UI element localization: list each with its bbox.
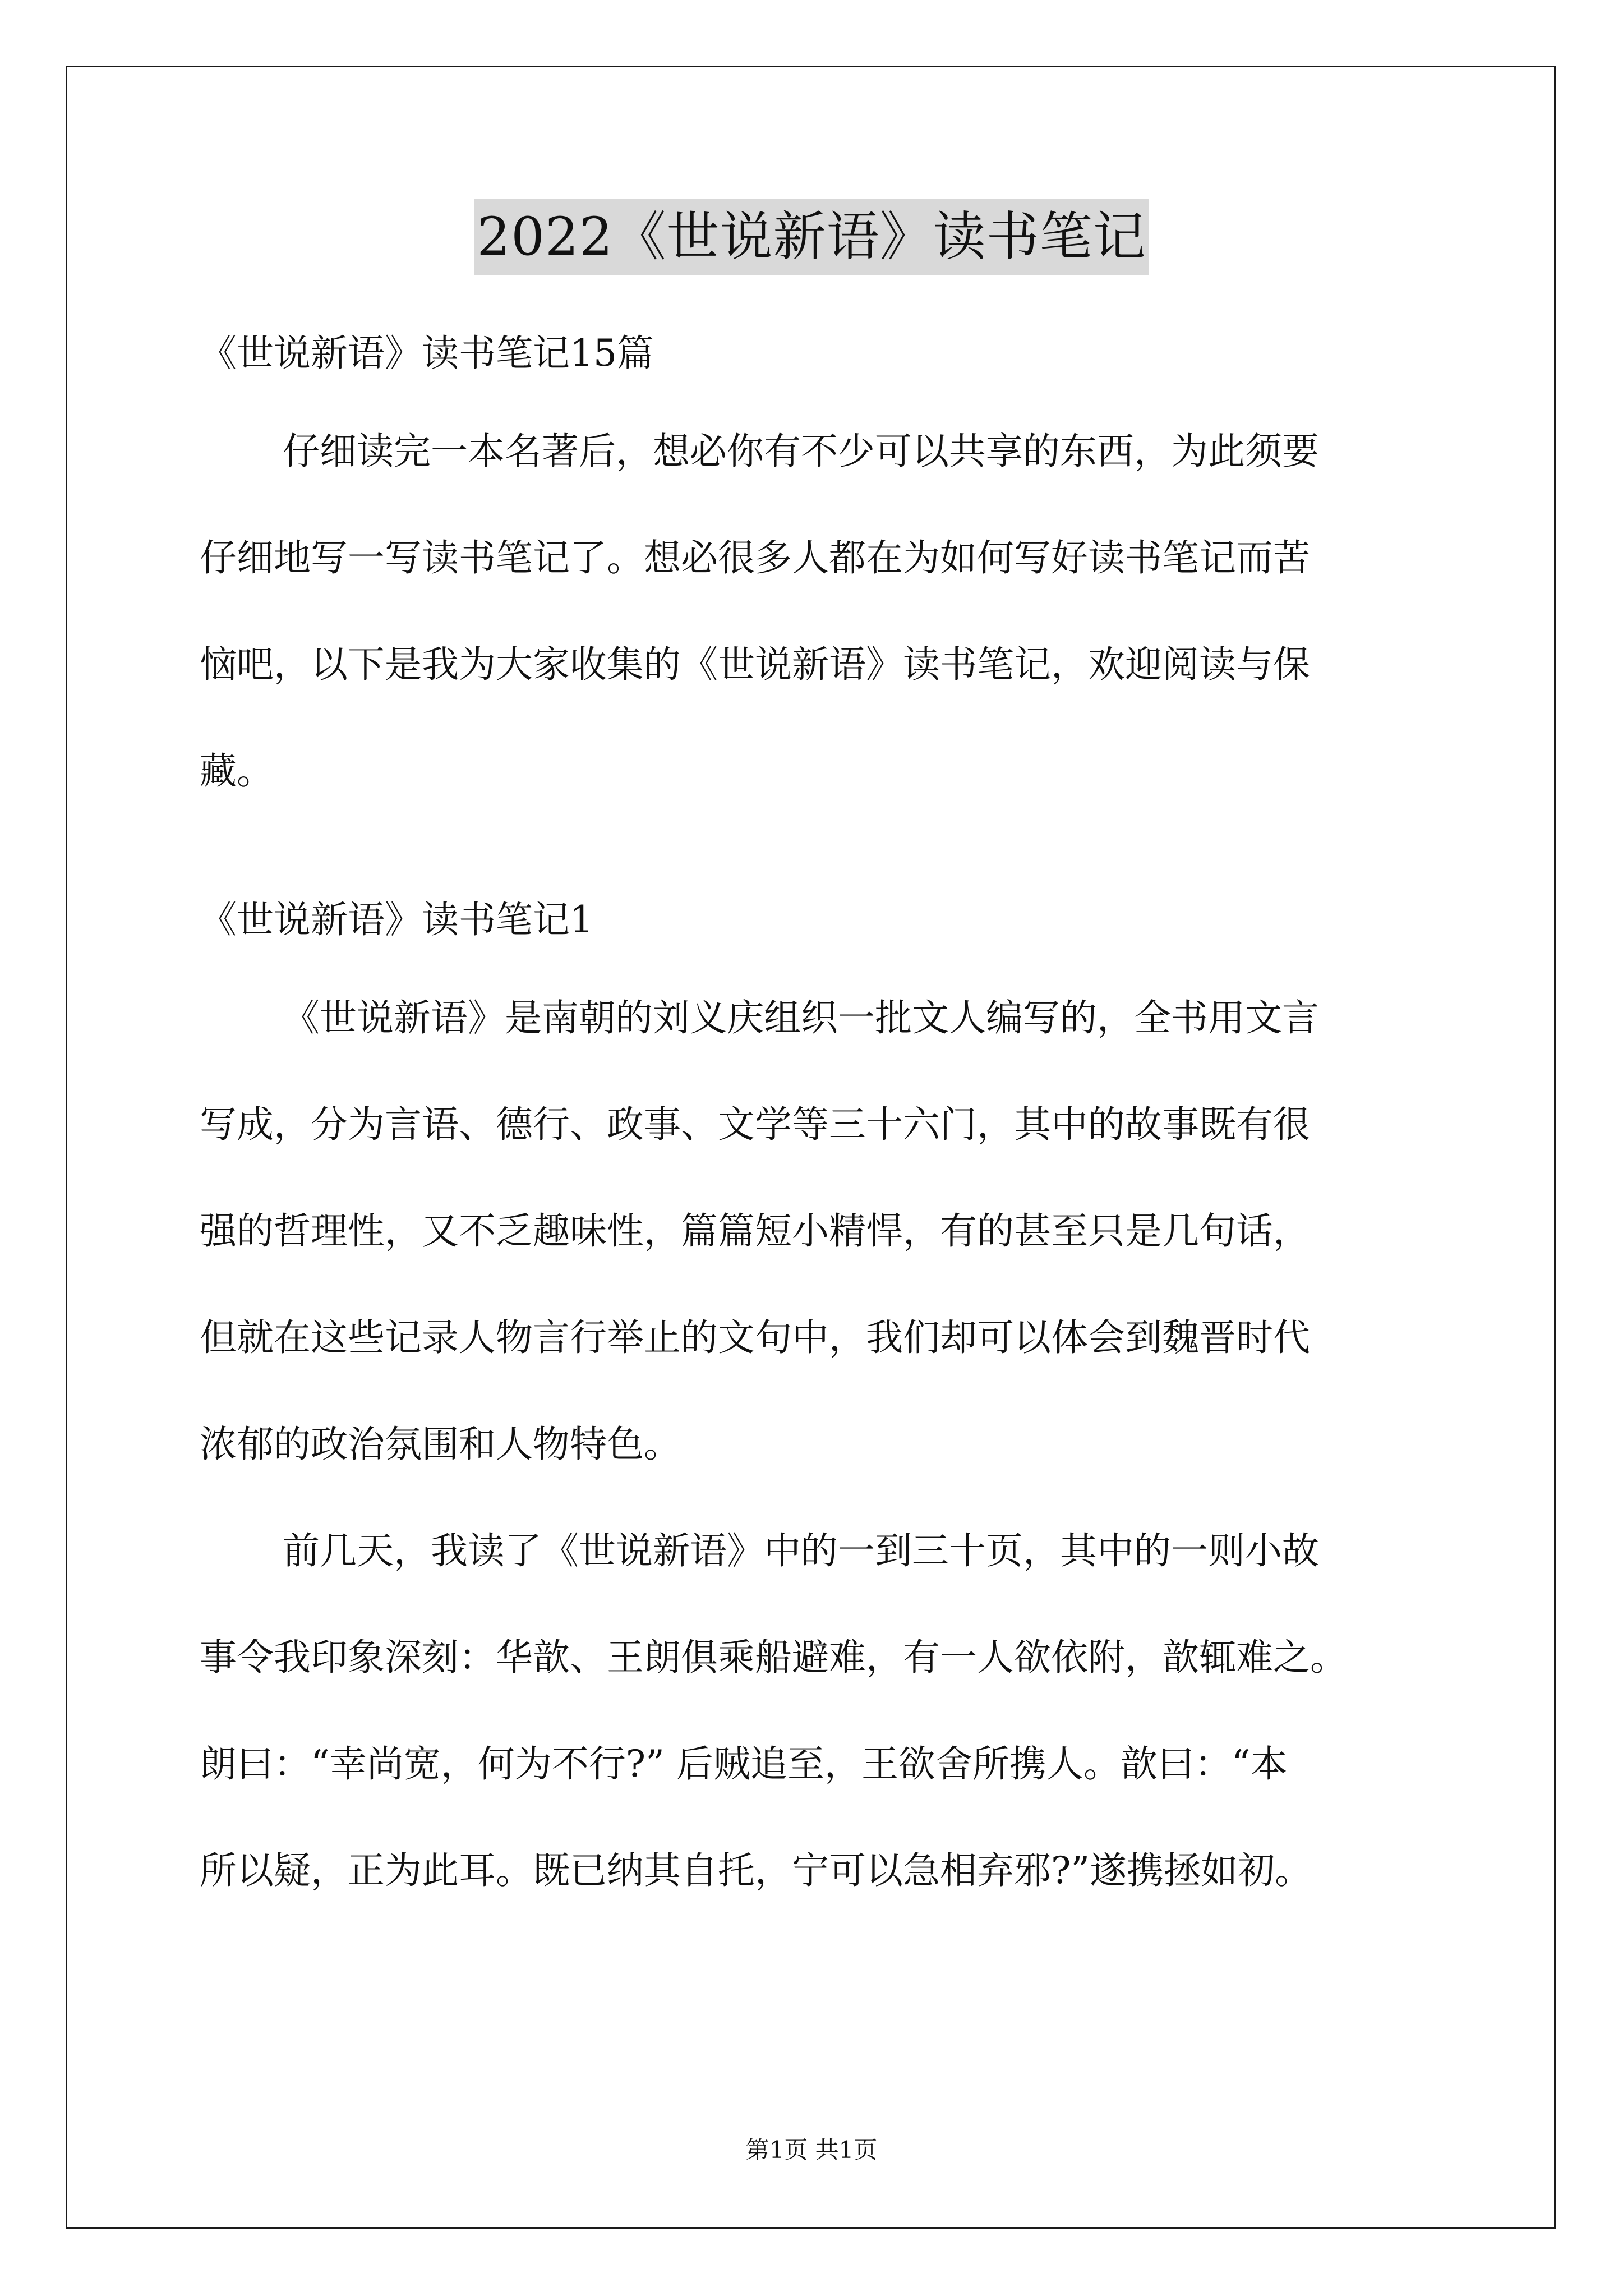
paragraph-1 — [200, 965, 1433, 1498]
paragraph-line: 朗曰：“幸尚宽，何为不行?” 后贼追至，王欲舍所携人。歆曰：“本 — [200, 1742, 1288, 1786]
paragraph-line: 前几天，我读了《世说新语》中的一到三十页，其中的一则小故 — [283, 1529, 1319, 1572]
document-title: 2022《世说新语》读书笔记 — [474, 199, 1148, 275]
intro-line: 藏。 — [200, 749, 274, 793]
section-spacer — [200, 825, 1433, 875]
document-body — [200, 309, 1433, 1924]
intro-line: 仔细地写一写读书笔记了。想必很多人都在为如何写好读书笔记而苦 — [200, 536, 1310, 579]
paragraph-line: 浓郁的政治氛围和人物特色。 — [200, 1423, 681, 1466]
paragraph-line: 《世说新语》是南朝的刘义庆组织一批文人编写的，全书用文言 — [283, 996, 1319, 1039]
paragraph-line: 事令我印象深刻：华歆、王朗俱乘船避难，有一人欲依附，歆辄难之。 — [200, 1636, 1347, 1679]
paragraph-line: 所以疑，正为此耳。既已纳其自托，宁可以急相弃邪?”遂携拯如初。 — [200, 1849, 1312, 1892]
intro-line: 仔细读完一本名著后，想必你有不少可以共享的东西，为此须要 — [283, 430, 1319, 473]
page-footer: 第1页 共1页 — [745, 2136, 878, 2164]
paragraph-line: 写成，分为言语、德行、政事、文学等三十六门，其中的故事既有很 — [200, 1103, 1310, 1146]
paragraph-2 — [200, 1498, 1433, 1924]
title-area — [0, 199, 1623, 275]
section-heading: 《世说新语》读书笔记1 — [200, 898, 593, 941]
intro-line: 恼吧，以下是我为大家收集的《世说新语》读书笔记，欢迎阅读与保 — [200, 643, 1310, 686]
document-subtitle: 《世说新语》读书笔记15篇 — [200, 332, 654, 375]
paragraph-line: 但就在这些记录人物言行举止的文句中，我们却可以体会到魏晋时代 — [200, 1316, 1310, 1359]
paragraph-line: 强的哲理性，又不乏趣味性，篇篇短小精悍，有的甚至只是几句话， — [200, 1209, 1310, 1253]
intro-paragraph — [200, 398, 1433, 825]
